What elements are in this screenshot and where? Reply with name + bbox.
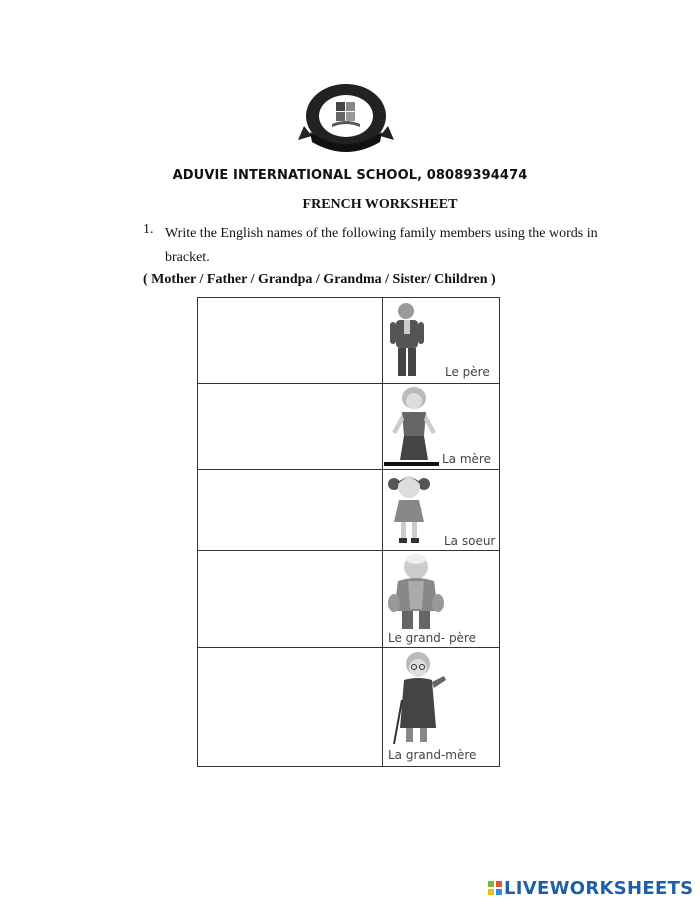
label-la-mere: La mère	[442, 452, 491, 466]
liveworksheets-brand-text: LIVEWORKSHEETS	[504, 878, 694, 899]
question-text: Write the English names of the following family members using the words in bracket.	[165, 226, 598, 265]
picture-cell	[384, 551, 499, 647]
answer-cell-grandfather[interactable]	[198, 551, 383, 647]
mother-figure-icon	[384, 386, 444, 468]
grandfather-figure-icon	[384, 553, 449, 633]
table-row	[198, 551, 499, 648]
answer-cell-mother[interactable]	[198, 384, 383, 469]
label-la-soeur: La soeur	[444, 534, 496, 548]
school-logo	[296, 80, 396, 158]
answer-table	[197, 297, 500, 767]
answer-cell-father[interactable]	[198, 298, 383, 383]
answer-cell-sister[interactable]	[198, 470, 383, 550]
word-bank: ( Mother / Father / Grandpa / Grandma / Sister/ Children )	[143, 272, 496, 287]
grandmother-figure-icon	[384, 650, 454, 750]
sister-figure-icon	[384, 472, 434, 546]
table-row	[198, 648, 499, 766]
label-le-grand-pere: Le grand- père	[388, 631, 476, 645]
question-number: 1.	[143, 222, 154, 237]
school-name-line: ADUVIE INTERNATIONAL SCHOOL, 08089394474	[172, 168, 528, 183]
table-row	[198, 384, 499, 470]
worksheet-title: FRENCH WORKSHEET	[302, 197, 458, 212]
picture-cell	[384, 648, 499, 766]
answer-cell-grandmother[interactable]	[198, 648, 383, 766]
picture-cell	[384, 470, 499, 550]
label-le-pere: Le père	[445, 365, 490, 379]
picture-cell	[384, 298, 499, 383]
father-figure-icon	[384, 300, 439, 380]
liveworksheets-mark-icon	[488, 879, 502, 893]
table-row	[198, 470, 499, 551]
table-row	[198, 298, 499, 384]
picture-cell	[384, 384, 499, 469]
label-la-grand-mere: La grand-mère	[388, 748, 477, 762]
liveworksheets-logo	[488, 878, 693, 899]
